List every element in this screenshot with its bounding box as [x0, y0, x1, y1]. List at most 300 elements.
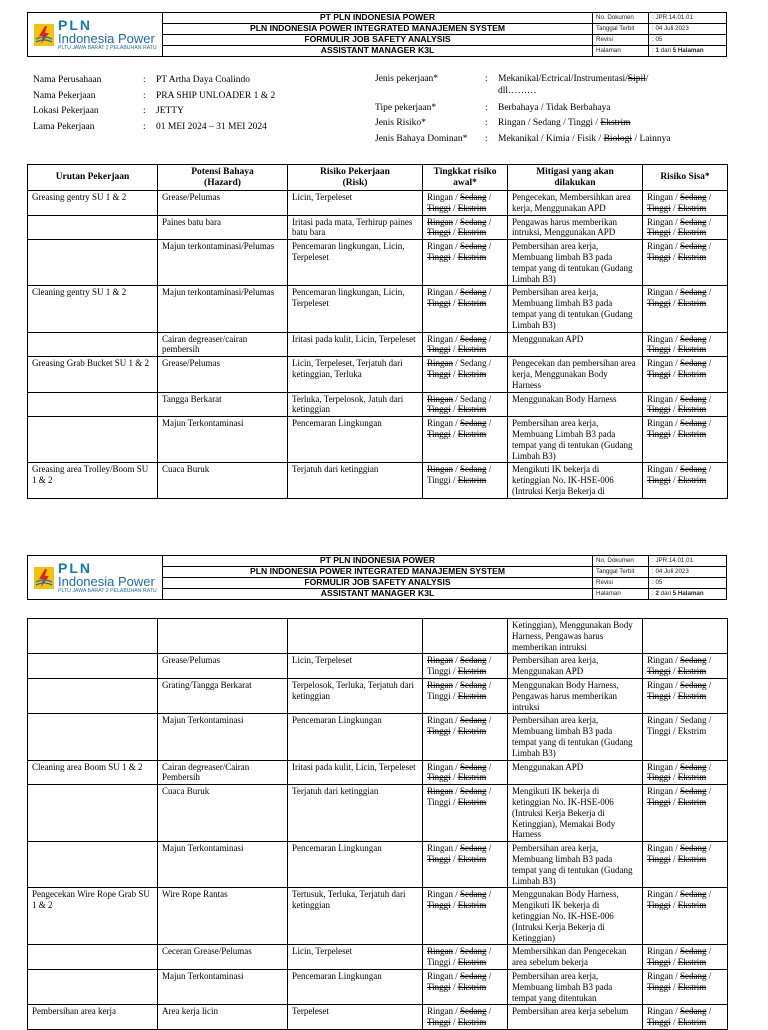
risk-level-struck: Ekstrim [457, 981, 487, 992]
risk-level-struck: Sedang [460, 216, 487, 227]
risk-level-struck: Sedang [460, 843, 487, 854]
cell-hazard: Majun terkontaminasi/Pelumas [158, 286, 288, 332]
header-line-3: FORMULIR JOB SAFETY ANALYSIS [163, 578, 593, 589]
risk-sep: / [673, 843, 681, 854]
cell-initial-risk [423, 215, 508, 240]
risk-level-struck: Ringan [427, 655, 453, 666]
risk-level-struck: Ekstrim [677, 1017, 707, 1028]
cell-hazard: Majun Terkontaminasi [158, 417, 288, 463]
risk-sep: / [450, 368, 458, 379]
risk-level-struck: Ekstrim [457, 772, 487, 783]
cell-residual-risk [643, 240, 728, 286]
risk-level-struck: Tinggi [427, 227, 451, 238]
info-colon: : [485, 133, 488, 144]
header-line-2: PLN INDONESIA POWER INTEGRATED MANAJEMEN SYSTEM [163, 24, 593, 35]
risk-sep: / [670, 428, 678, 439]
risk-sep: / [453, 333, 461, 344]
risk-sep: / [670, 772, 678, 783]
info-label: Jenis Risiko* [375, 118, 426, 128]
cell-step [28, 945, 158, 970]
risk-sep: / [673, 192, 681, 202]
risk-sep: / [670, 981, 678, 992]
cell-hazard: Grease/Pelumas [158, 191, 288, 216]
risk-level-struck: Tinggi [427, 202, 451, 213]
col-header-initial-risk: Tingkkat risiko awal* [423, 165, 508, 191]
risk-level-struck: Ekstrim [457, 368, 487, 379]
cell-step [28, 969, 158, 1004]
risk-level-struck: Ekstrim [677, 227, 707, 238]
cell-risk: Terjatuh dari ketinggian [288, 463, 423, 498]
risk-level-struck: Ringan [427, 216, 453, 227]
risk-level-struck: Tinggi [647, 690, 671, 701]
cell-residual-risk [643, 842, 728, 888]
cell-initial-risk [423, 842, 508, 888]
risk-level: Tinggi [427, 690, 451, 701]
risk-sep: / [453, 786, 461, 797]
table-row [28, 945, 728, 970]
risk-sep: / [670, 368, 678, 379]
risk-level: Tinggi [427, 957, 451, 968]
col-header-residual-risk: Risiko Sisa* [643, 165, 728, 191]
cell-hazard: Grease/Pelumas [158, 654, 288, 679]
risk-level-struck: Sedang [680, 786, 707, 797]
logo-brand: PLN [58, 16, 92, 33]
risk-sep: / [486, 358, 492, 369]
info-row [375, 116, 671, 132]
cell-mitigation: Membersihkan dan Pengecekan area sebelum bekerja [508, 945, 643, 970]
risk-sep: / [673, 655, 681, 666]
risk-sep: / [670, 666, 678, 677]
risk-level: Ringan [647, 241, 673, 252]
risk-level: Ringan [647, 464, 673, 475]
table-row [28, 191, 728, 216]
risk-level-struck: Sedang [460, 464, 487, 475]
risk-level-struck: Ekstrim [677, 981, 707, 992]
risk-level-struck: Ekstrim [457, 475, 487, 486]
cell-initial-risk [423, 714, 508, 760]
risk-sep: / [706, 946, 712, 957]
cell-step: Greasing Grab Bucket SU 1 & 2 [28, 357, 158, 392]
risk-sep: / [486, 216, 492, 227]
doc-header-page-1 [27, 12, 727, 57]
risk-sep: / [450, 298, 458, 309]
cell-step: Greasing area Trolley/Boom SU 1 & 2 [28, 463, 158, 498]
risk-sep: / [706, 393, 712, 404]
risk-level-struck: Ekstrim [457, 796, 487, 807]
risk-sep: / [450, 475, 458, 486]
cell-residual-risk [643, 1005, 728, 1030]
risk-sep: / [486, 786, 492, 797]
info-label: Jenis pekerjaan* [375, 74, 439, 84]
cell-mitigation: Ketinggian), Menggunakan Body Harness, Pengawas harus memberikan intruksi [508, 619, 643, 654]
risk-level-struck: Sedang [680, 761, 707, 772]
risk-level: Ringan [647, 843, 673, 854]
risk-level: Sedang [680, 715, 707, 726]
risk-level-struck: Sedang [460, 418, 487, 429]
risk-level-struck: Tinggi [427, 428, 451, 439]
cell-initial-risk [423, 332, 508, 357]
risk-sep: / [670, 957, 678, 968]
risk-level-struck: Sedang [680, 889, 707, 900]
table-row [28, 619, 728, 654]
risk-sep: / [453, 655, 461, 666]
risk-level-struck: Tinggi [647, 404, 671, 415]
table-row [28, 678, 728, 713]
risk-sep: / [706, 216, 712, 227]
info-colon: : [485, 118, 488, 128]
risk-level: Ringan [647, 358, 673, 369]
info-colon: : [485, 102, 488, 113]
risk-level-struck: Ekstrim [677, 853, 707, 864]
risk-sep: / [450, 227, 458, 238]
risk-sep: / [706, 715, 712, 726]
risk-level-struck: Tinggi [647, 428, 671, 439]
risk-level-struck: Ekstrim [457, 957, 487, 968]
cell-hazard: Cuaca Buruk [158, 785, 288, 842]
cell-step [28, 714, 158, 760]
info-value-text: Mekanikal/Ectrical/Instrumentasi/ [498, 74, 628, 84]
cell-risk: Terpeleset [288, 1005, 423, 1030]
cell-mitigation: Pembersihan area kerja, Membuang limbah B3 pada tempat yang di tentukan (Gudang Limbah B3) [508, 714, 643, 760]
risk-sep: / [486, 970, 492, 981]
risk-level: Tinggi [427, 796, 451, 807]
risk-level: Ringan [647, 418, 673, 429]
header-line-1: PT PLN INDONESIA POWER [163, 556, 593, 567]
risk-sep: / [670, 202, 678, 213]
cell-initial-risk [423, 888, 508, 945]
risk-level-struck: Tinggi [427, 853, 451, 864]
risk-sep: / [450, 772, 458, 783]
risk-level-struck: Sedang [460, 1006, 487, 1017]
info-row [375, 101, 671, 117]
cell-initial-risk [423, 392, 508, 417]
table-row [28, 417, 728, 463]
risk-sep: / [706, 655, 712, 666]
risk-sep: / [453, 418, 461, 429]
cell-step: Cleaning area Boom SU 1 & 2 [28, 760, 158, 785]
risk-sep: / [486, 889, 492, 900]
risk-sep: / [450, 957, 458, 968]
risk-level-struck: Tinggi [427, 298, 451, 309]
cell-hazard: Grating/Tangga Berkarat [158, 678, 288, 713]
info-value-struck: Sipil [627, 74, 646, 84]
risk-sep: / [670, 690, 678, 701]
risk-sep: / [673, 715, 681, 726]
risk-level-struck: Tinggi [647, 202, 671, 213]
cell-risk: Licin, Terpeleset [288, 945, 423, 970]
info-label: Lokasi Pekerjaan [33, 106, 99, 116]
risk-level-struck: Sedang [460, 655, 487, 666]
risk-sep: / [670, 298, 678, 309]
risk-sep: / [450, 900, 458, 911]
risk-sep: / [486, 761, 492, 772]
risk-sep: / [706, 843, 712, 854]
risk-sep: / [673, 946, 681, 957]
cell-residual-risk [643, 760, 728, 785]
cell-risk: Pencemaran Lingkungan [288, 969, 423, 1004]
meta-label: Halaman [593, 589, 649, 600]
risk-level-struck: Ekstrim [677, 404, 707, 415]
cell-step [28, 215, 158, 240]
meta-label: Tanggal Terbit [593, 24, 649, 35]
risk-level: Ringan [647, 655, 673, 666]
risk-level-struck: Ekstrim [457, 666, 487, 677]
cell-mitigation: Pembersihan area kerja sebelum [508, 1005, 643, 1030]
risk-sep: / [673, 1006, 681, 1017]
risk-level-struck: Sedang [460, 192, 487, 202]
risk-level-struck: Ekstrim [677, 796, 707, 807]
risk-sep: / [453, 889, 461, 900]
risk-sep: / [673, 889, 681, 900]
risk-level: Ringan [647, 761, 673, 772]
risk-sep: / [673, 761, 681, 772]
risk-sep: / [670, 1017, 678, 1028]
risk-level-struck: Sedang [460, 889, 487, 900]
risk-level-struck: Sedang [680, 1006, 707, 1017]
cell-risk [288, 619, 423, 654]
page-number: : 2 dari 5 Halaman [649, 589, 727, 600]
risk-level-struck: Ekstrim [457, 428, 487, 439]
risk-level-struck: Ekstrim [457, 690, 487, 701]
risk-level-struck: Ringan [427, 358, 453, 369]
info-value: JETTY [156, 106, 184, 116]
table-row [28, 332, 728, 357]
cell-initial-risk [423, 785, 508, 842]
page-total: 5 Halaman [672, 590, 704, 598]
meta-label: No. Dokumen [593, 13, 649, 24]
cell-mitigation: Pembersihan area kerja, Menggunakan APD [508, 654, 643, 679]
risk-level: Ringan [647, 970, 673, 981]
risk-level-struck: Tinggi [427, 981, 451, 992]
risk-level: Ringan [647, 786, 673, 797]
logo-brand: PLN [58, 559, 92, 576]
risk-sep: / [453, 970, 461, 981]
risk-level-struck: Tinggi [647, 298, 671, 309]
risk-level-struck: Tinggi [647, 900, 671, 911]
risk-sep: / [670, 344, 678, 355]
risk-level: Ringan [427, 1006, 453, 1017]
page-current: 1 [655, 47, 659, 55]
risk-level-struck: Sedang [680, 192, 707, 202]
risk-sep: / [453, 843, 461, 854]
info-value [498, 73, 648, 97]
cell-hazard: Grease/Pelumas [158, 357, 288, 392]
risk-sep: / [706, 464, 712, 475]
risk-sep: / [453, 287, 461, 298]
risk-level-struck: Ekstrim [677, 900, 707, 911]
cell-initial-risk [423, 654, 508, 679]
risk-sep: / [450, 690, 458, 701]
risk-level-struck: Ekstrim [457, 726, 487, 737]
risk-level: Ringan [647, 333, 673, 344]
table-row [28, 888, 728, 945]
risk-sep: / [670, 475, 678, 486]
risk-level-struck: Sedang [680, 946, 707, 957]
info-value-struck: Ekstrim [600, 118, 631, 128]
cell-initial-risk [423, 760, 508, 785]
risk-level-struck: Ekstrim [457, 344, 487, 355]
risk-level: Ringan [647, 946, 673, 957]
cell-residual-risk [643, 286, 728, 332]
risk-level-struck: Tinggi [647, 368, 671, 379]
meta-value: : 04 Juli 2023 [649, 24, 727, 35]
cell-initial-risk [423, 1005, 508, 1030]
table-row [28, 463, 728, 498]
risk-level: Ringan [427, 241, 453, 252]
risk-level-struck: Tinggi [427, 900, 451, 911]
risk-level-struck: Ekstrim [677, 772, 707, 783]
risk-level: Ringan [427, 418, 453, 429]
jsa-table-page-1 [27, 164, 728, 499]
cell-mitigation: Mengikuti IK bekerja di ketinggian No. IK-HSE-006 (Intruksi Kerja Bekerja di [508, 463, 643, 498]
risk-level-struck: Sedang [680, 358, 707, 369]
risk-level: Ringan [427, 843, 453, 854]
risk-level-struck: Tinggi [427, 251, 451, 262]
doc-header-page-2 [27, 555, 727, 600]
logo-name: Indonesia Power [58, 30, 155, 46]
cell-risk: Licin, Terpeleset [288, 654, 423, 679]
risk-sep: / [450, 251, 458, 262]
info-value: Berbahaya / Tidak Berbahaya [498, 102, 611, 113]
col-header-hazard: Potensi Bahaya (Hazard) [158, 165, 288, 191]
cell-mitigation: Pengawas harus memberikan intruksi, Menggunakan APD [508, 215, 643, 240]
meta-value: : 04 Juli 2023 [649, 567, 727, 578]
cell-mitigation: Pembersihan area kerja, Membuang limbah B3 pada tempat yang di tentukan (Gudang Limbah B3) [508, 286, 643, 332]
table-row [28, 785, 728, 842]
risk-level-struck: Ekstrim [677, 202, 707, 213]
risk-level-struck: Sedang [460, 786, 487, 797]
risk-sep: / [486, 287, 492, 298]
cell-step [28, 417, 158, 463]
risk-level-struck: Ekstrim [677, 957, 707, 968]
risk-sep: / [450, 853, 458, 864]
table-row [28, 842, 728, 888]
risk-sep: / [450, 404, 458, 415]
info-colon: : [143, 121, 146, 132]
risk-level-struck: Sedang [680, 843, 707, 854]
risk-level: Ringan [647, 192, 673, 202]
cell-mitigation: Menggunakan APD [508, 332, 643, 357]
info-colon: : [485, 74, 488, 84]
meta-value: : 05 [649, 578, 727, 589]
risk-level-struck: Tinggi [647, 344, 671, 355]
risk-sep: / [706, 1006, 712, 1017]
risk-level: Ringan [427, 761, 453, 772]
risk-level-struck: Tinggi [647, 475, 671, 486]
info-value-text: / [645, 74, 649, 84]
company-logo [28, 556, 163, 600]
risk-level-struck: Tinggi [427, 404, 451, 415]
cell-residual-risk [643, 969, 728, 1004]
risk-sep: / [453, 358, 461, 369]
cell-step [28, 654, 158, 679]
risk-sep: / [706, 418, 712, 429]
risk-level-struck: Ekstrim [457, 853, 487, 864]
info-label: Nama Pekerjaan [33, 90, 96, 101]
page-of: dari [658, 590, 673, 598]
risk-sep: / [453, 715, 461, 726]
risk-level-struck: Ringan [427, 946, 453, 957]
risk-level-struck: Sedang [680, 393, 707, 404]
risk-level-struck: Ekstrim [457, 900, 487, 911]
risk-level-struck: Tinggi [647, 772, 671, 783]
info-row [33, 120, 275, 136]
info-value [498, 132, 671, 148]
risk-sep: / [706, 333, 712, 344]
cell-risk: Iritasi pada mata, Terhirup paines batu bara [288, 215, 423, 240]
table-row [28, 286, 728, 332]
risk-level-struck: Tinggi [647, 666, 671, 677]
risk-sep: / [453, 1006, 461, 1017]
risk-level-struck: Tinggi [647, 251, 671, 262]
risk-sep: / [673, 287, 681, 298]
cell-mitigation: Menggunakan APD [508, 760, 643, 785]
risk-level: Ringan [647, 679, 673, 690]
cell-risk: Licin, Terpeleset, Terjatuh dari ketinggian, Terluka [288, 357, 423, 392]
risk-sep: / [450, 428, 458, 439]
meta-value: : JPR.14.01.01 [649, 556, 727, 567]
info-colon: : [143, 106, 146, 116]
risk-level-struck: Tinggi [427, 726, 451, 737]
risk-sep: / [450, 666, 458, 677]
risk-level: Ringan [647, 1006, 673, 1017]
risk-level: Ringan [647, 715, 673, 726]
risk-sep: / [453, 464, 461, 475]
cell-step [28, 842, 158, 888]
risk-level-struck: Tinggi [647, 853, 671, 864]
meta-label: Tanggal Terbit [593, 567, 649, 578]
job-info-left [33, 73, 275, 135]
cell-mitigation: Pengecekan dan pembersihan area kerja, Menggunakan Body Harness [508, 357, 643, 392]
cell-step: Greasing gentry SU 1 & 2 [28, 191, 158, 216]
cell-mitigation: Pembersihan area kerja, Membuang limbah B3 pada tempat yang ditentukan [508, 969, 643, 1004]
cell-residual-risk [643, 654, 728, 679]
risk-level-struck: Sedang [680, 333, 707, 344]
risk-level-struck: Sedang [460, 946, 487, 957]
info-value-text: Mekanikal / Kimia / Fisik / [498, 133, 604, 144]
cell-initial-risk [423, 240, 508, 286]
risk-sep: / [706, 241, 712, 252]
cell-step [28, 240, 158, 286]
risk-sep: / [486, 655, 492, 666]
info-value-text: Ringan / Sedang / Tinggi / [498, 118, 601, 128]
risk-level-struck: Sedang [680, 970, 707, 981]
risk-level-struck: Tinggi [647, 981, 671, 992]
company-logo [28, 13, 163, 57]
risk-sep: / [670, 227, 678, 238]
risk-level-struck: Ekstrim [457, 404, 487, 415]
col-header-step: Urutan Pekerjaan [28, 165, 158, 191]
risk-sep: / [453, 192, 461, 202]
risk-level-struck: Tinggi [647, 227, 671, 238]
info-row [375, 73, 671, 97]
cell-risk: Tertusuk, Terluka, Terjatuh dari ketinggian [288, 888, 423, 945]
info-label: Lama Pekerjaan [33, 121, 95, 132]
header-line-3: FORMULIR JOB SAFETY ANALYSIS [163, 35, 593, 46]
header-line-4: ASSISTANT MANAGER K3L [163, 46, 593, 57]
risk-level-struck: Ekstrim [457, 298, 487, 309]
risk-level-struck: Ekstrim [457, 227, 487, 238]
cell-hazard: Majun terkontaminasi/Pelumas [158, 240, 288, 286]
risk-level-struck: Ekstrim [677, 428, 707, 439]
cell-residual-risk [643, 945, 728, 970]
info-row [33, 89, 275, 105]
risk-sep: / [486, 393, 492, 404]
page-of: dari [658, 47, 673, 55]
info-value-text: dll……… [498, 86, 537, 96]
risk-level-struck: Ekstrim [677, 251, 707, 262]
risk-level: Ringan [647, 393, 673, 404]
